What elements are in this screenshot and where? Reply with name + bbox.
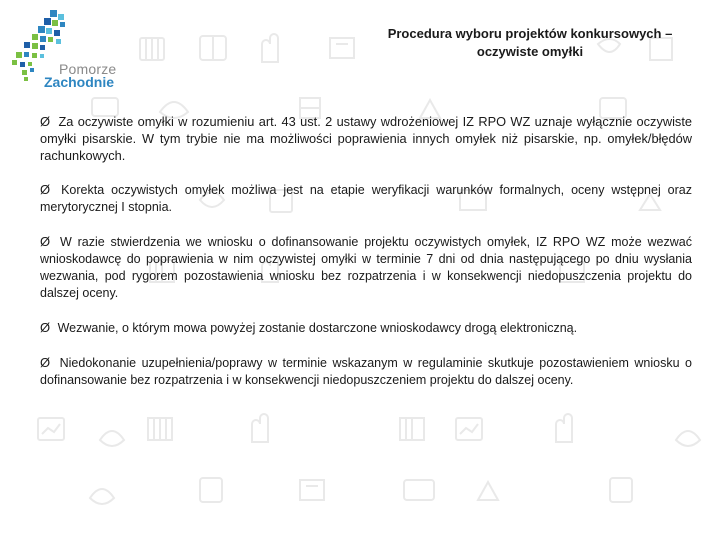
bullet-arrow-icon: Ø (40, 234, 51, 249)
logo-name-line1: Pomorze (59, 61, 117, 77)
paragraph-text: Za oczywiste omyłki w rozumieniu art. 43 ust. 2 ustawy wdrożeniowej IZ RPO WZ uznaje wyłącznie oczywiste omyłki pisarskie. W tym trybie nie ma możliwości poprawienia innych omyłek niż pisarskie, np. omyłek/błędów rachunkowych. (40, 114, 693, 163)
paragraph-1 (40, 113, 692, 164)
bullet-arrow-icon: Ø (40, 320, 51, 335)
paragraph-4 (40, 319, 692, 337)
bullet-arrow-icon: Ø (40, 355, 51, 370)
content-body (40, 113, 692, 406)
paragraph-text: Niedokonanie uzupełnienia/poprawy w terminie wskazanym w regulaminie skutkuje pozostawieniem wniosku o dofinansowanie bez rozpatrzenia i w konsekwencji niedopuszczeniem projektu do dalszej oceny. (40, 356, 692, 387)
paragraph-text: W razie stwierdzenia we wniosku o dofinansowanie projektu oczywistych omyłek, IZ RPO WZ może wezwać wnioskodawcę do poprawienia w nim oczywistej omyłki w terminie 7 dni od dnia następującego po dniu wysłania wezwania, pod rygorem pozostawienia wniosku bez rozpatrzenia i w konsekwencji niedopuszczenia projektu do dalszej oceny. (40, 235, 692, 300)
bullet-arrow-icon: Ø (40, 182, 51, 197)
paragraph-3 (40, 233, 692, 302)
title-line-2: oczywiste omyłki (476, 44, 584, 59)
paragraph-text: Wezwanie, o którym mowa powyżej zostanie dostarczone wnioskodawcy drogą elektroniczną. (57, 321, 578, 335)
paragraph-2 (40, 181, 692, 216)
paragraph-5 (40, 354, 692, 389)
page-title (350, 25, 710, 61)
paragraph-text: Korekta oczywistych omyłek możliwa jest na etapie weryfikacji warunków formalnych, oceny wstępnej oraz merytorycznej I stopnia. (40, 183, 693, 214)
title-line-1: Procedura wyboru projektów konkursowych – (387, 26, 673, 41)
logo-name-line2: Zachodnie (44, 74, 115, 90)
bullet-arrow-icon: Ø (40, 114, 51, 129)
